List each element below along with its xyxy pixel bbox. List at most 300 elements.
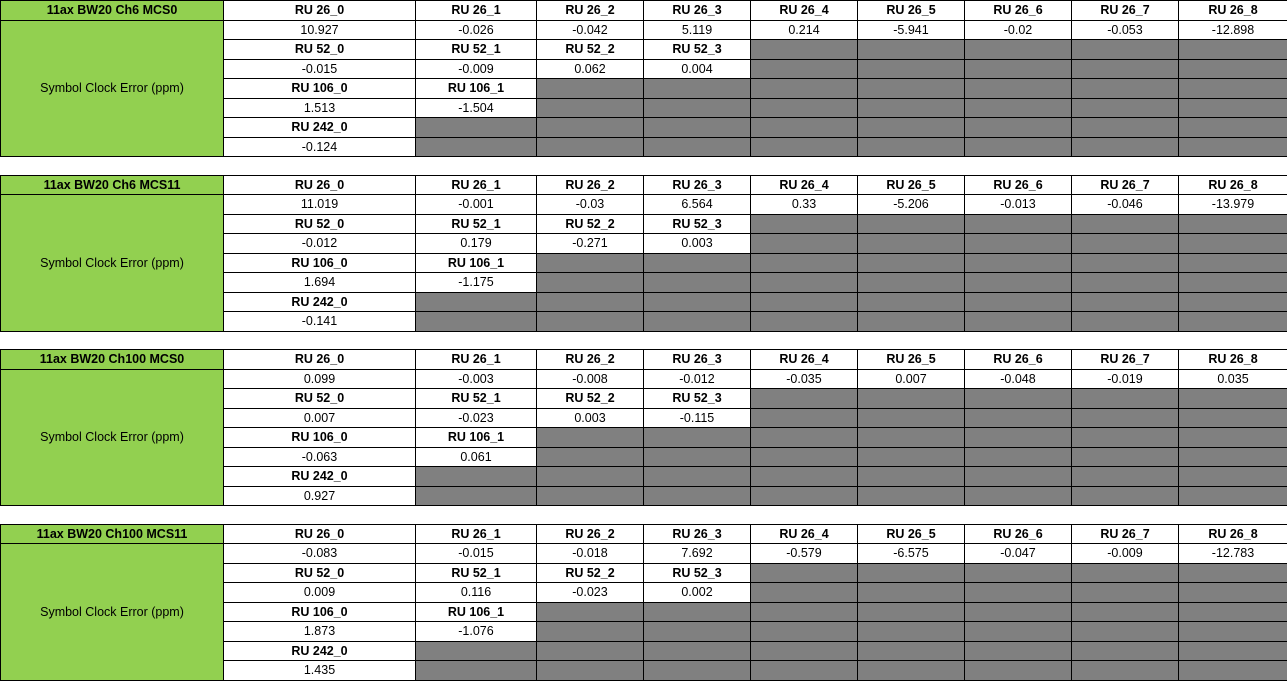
value-cell[interactable]: -1.076 xyxy=(416,622,537,642)
empty-cell[interactable] xyxy=(1179,214,1287,234)
ru-header-cell[interactable]: RU 52_3 xyxy=(644,214,751,234)
empty-cell[interactable] xyxy=(965,312,1072,332)
ru-header-cell[interactable]: RU 106_1 xyxy=(416,602,537,622)
empty-cell[interactable] xyxy=(751,486,858,506)
table-title[interactable]: 11ax BW20 Ch100 MCS11 xyxy=(1,524,224,544)
empty-cell[interactable] xyxy=(537,98,644,118)
value-cell[interactable]: -0.001 xyxy=(416,195,537,215)
empty-cell[interactable] xyxy=(858,98,965,118)
empty-cell[interactable] xyxy=(416,292,537,312)
empty-cell[interactable] xyxy=(751,447,858,467)
value-cell[interactable]: 0.061 xyxy=(416,447,537,467)
value-cell[interactable]: -0.023 xyxy=(416,408,537,428)
empty-cell[interactable] xyxy=(644,486,751,506)
value-cell[interactable]: 0.004 xyxy=(644,59,751,79)
value-cell[interactable]: 0.007 xyxy=(224,408,416,428)
ru-header-cell[interactable]: RU 106_1 xyxy=(416,253,537,273)
ru-header-cell[interactable]: RU 26_3 xyxy=(644,524,751,544)
ru-header-cell[interactable]: RU 52_1 xyxy=(416,563,537,583)
empty-cell[interactable] xyxy=(965,563,1072,583)
empty-cell[interactable] xyxy=(965,641,1072,661)
empty-cell[interactable] xyxy=(644,602,751,622)
empty-cell[interactable] xyxy=(858,447,965,467)
value-cell[interactable]: -1.504 xyxy=(416,98,537,118)
empty-cell[interactable] xyxy=(965,486,1072,506)
ru-header-cell[interactable]: RU 26_1 xyxy=(416,175,537,195)
empty-cell[interactable] xyxy=(416,641,537,661)
value-cell[interactable]: -0.015 xyxy=(224,59,416,79)
table-title[interactable]: 11ax BW20 Ch100 MCS0 xyxy=(1,350,224,370)
value-cell[interactable]: -12.783 xyxy=(1179,544,1287,564)
empty-cell[interactable] xyxy=(858,563,965,583)
empty-cell[interactable] xyxy=(1072,408,1179,428)
value-cell[interactable]: -0.023 xyxy=(537,583,644,603)
empty-cell[interactable] xyxy=(537,137,644,157)
empty-cell[interactable] xyxy=(1072,622,1179,642)
empty-cell[interactable] xyxy=(1072,137,1179,157)
empty-cell[interactable] xyxy=(858,602,965,622)
ru-header-cell[interactable]: RU 26_7 xyxy=(1072,350,1179,370)
empty-cell[interactable] xyxy=(1179,292,1287,312)
ru-header-cell[interactable]: RU 242_0 xyxy=(224,292,416,312)
empty-cell[interactable] xyxy=(965,40,1072,60)
value-cell[interactable]: -0.083 xyxy=(224,544,416,564)
empty-cell[interactable] xyxy=(965,292,1072,312)
empty-cell[interactable] xyxy=(751,563,858,583)
empty-cell[interactable] xyxy=(537,622,644,642)
ru-header-cell[interactable]: RU 26_1 xyxy=(416,1,537,21)
table-header-row xyxy=(1,524,1287,544)
ru-header-cell[interactable]: RU 26_4 xyxy=(751,524,858,544)
ru-header-cell[interactable]: RU 52_0 xyxy=(224,214,416,234)
empty-cell[interactable] xyxy=(858,467,965,487)
ru-header-cell[interactable]: RU 26_5 xyxy=(858,524,965,544)
empty-cell[interactable] xyxy=(858,79,965,99)
value-cell[interactable]: 0.179 xyxy=(416,234,537,254)
empty-cell[interactable] xyxy=(965,467,1072,487)
ru-header-cell[interactable]: RU 106_0 xyxy=(224,79,416,99)
ru-header-cell[interactable]: RU 26_8 xyxy=(1179,175,1287,195)
ru-header-cell[interactable]: RU 26_6 xyxy=(965,1,1072,21)
ru-header-cell[interactable]: RU 26_5 xyxy=(858,1,965,21)
empty-cell[interactable] xyxy=(537,467,644,487)
empty-cell[interactable] xyxy=(644,253,751,273)
empty-cell[interactable] xyxy=(1072,253,1179,273)
metric-label[interactable]: Symbol Clock Error (ppm) xyxy=(1,20,224,157)
value-cell[interactable]: -1.175 xyxy=(416,273,537,293)
ru-header-cell[interactable]: RU 52_3 xyxy=(644,389,751,409)
ru-header-cell[interactable]: RU 52_1 xyxy=(416,389,537,409)
ru-header-cell[interactable]: RU 26_4 xyxy=(751,175,858,195)
empty-cell[interactable] xyxy=(1179,234,1287,254)
empty-cell[interactable] xyxy=(644,137,751,157)
value-cell[interactable]: -0.02 xyxy=(965,20,1072,40)
empty-cell[interactable] xyxy=(858,40,965,60)
empty-cell[interactable] xyxy=(751,467,858,487)
empty-cell[interactable] xyxy=(1072,79,1179,99)
empty-cell[interactable] xyxy=(644,428,751,448)
value-cell[interactable]: -5.206 xyxy=(858,195,965,215)
value-cell[interactable]: -0.026 xyxy=(416,20,537,40)
empty-cell[interactable] xyxy=(751,273,858,293)
empty-cell[interactable] xyxy=(751,583,858,603)
empty-cell[interactable] xyxy=(1072,486,1179,506)
empty-cell[interactable] xyxy=(858,389,965,409)
empty-cell[interactable] xyxy=(644,661,751,681)
empty-cell[interactable] xyxy=(1179,253,1287,273)
empty-cell[interactable] xyxy=(751,214,858,234)
empty-cell[interactable] xyxy=(1179,118,1287,138)
metric-label[interactable]: Symbol Clock Error (ppm) xyxy=(1,195,224,332)
ru-header-cell[interactable]: RU 52_2 xyxy=(537,40,644,60)
empty-cell[interactable] xyxy=(965,408,1072,428)
empty-cell[interactable] xyxy=(1179,137,1287,157)
empty-cell[interactable] xyxy=(965,447,1072,467)
ru-header-cell[interactable]: RU 106_0 xyxy=(224,602,416,622)
empty-cell[interactable] xyxy=(537,486,644,506)
empty-cell[interactable] xyxy=(751,40,858,60)
empty-cell[interactable] xyxy=(858,59,965,79)
empty-cell[interactable] xyxy=(751,118,858,138)
ru-header-cell[interactable]: RU 26_6 xyxy=(965,524,1072,544)
ru-header-cell[interactable]: RU 52_1 xyxy=(416,214,537,234)
empty-cell[interactable] xyxy=(965,602,1072,622)
ru-header-cell[interactable]: RU 26_0 xyxy=(224,1,416,21)
empty-cell[interactable] xyxy=(416,118,537,138)
ru-header-cell[interactable]: RU 26_6 xyxy=(965,175,1072,195)
ru-header-cell[interactable]: RU 26_7 xyxy=(1072,524,1179,544)
table-title[interactable]: 11ax BW20 Ch6 MCS11 xyxy=(1,175,224,195)
ru-header-cell[interactable]: RU 26_2 xyxy=(537,524,644,544)
value-cell[interactable]: -0.115 xyxy=(644,408,751,428)
empty-cell[interactable] xyxy=(1072,118,1179,138)
empty-cell[interactable] xyxy=(1072,214,1179,234)
empty-cell[interactable] xyxy=(1179,661,1287,681)
empty-cell[interactable] xyxy=(537,602,644,622)
ru-header-cell[interactable]: RU 52_2 xyxy=(537,214,644,234)
empty-cell[interactable] xyxy=(416,661,537,681)
empty-cell[interactable] xyxy=(1072,661,1179,681)
empty-cell[interactable] xyxy=(858,486,965,506)
value-cell[interactable]: 0.035 xyxy=(1179,369,1287,389)
ru-header-cell[interactable]: RU 52_3 xyxy=(644,40,751,60)
value-cell[interactable]: 0.33 xyxy=(751,195,858,215)
empty-cell[interactable] xyxy=(1072,59,1179,79)
value-cell[interactable]: 1.694 xyxy=(224,273,416,293)
empty-cell[interactable] xyxy=(1179,602,1287,622)
empty-cell[interactable] xyxy=(1179,447,1287,467)
empty-cell[interactable] xyxy=(965,98,1072,118)
ru-header-cell[interactable]: RU 26_1 xyxy=(416,350,537,370)
value-cell[interactable]: 0.003 xyxy=(644,234,751,254)
empty-cell[interactable] xyxy=(751,602,858,622)
value-cell[interactable]: 0.009 xyxy=(224,583,416,603)
empty-cell[interactable] xyxy=(1072,40,1179,60)
value-cell[interactable]: -0.008 xyxy=(537,369,644,389)
ru-header-cell[interactable]: RU 52_2 xyxy=(537,389,644,409)
value-cell[interactable]: 0.099 xyxy=(224,369,416,389)
value-cell[interactable]: -0.042 xyxy=(537,20,644,40)
ru-header-cell[interactable]: RU 26_0 xyxy=(224,175,416,195)
table-title[interactable]: 11ax BW20 Ch6 MCS0 xyxy=(1,1,224,21)
value-cell[interactable]: -0.012 xyxy=(224,234,416,254)
ru-header-cell[interactable]: RU 26_0 xyxy=(224,350,416,370)
empty-cell[interactable] xyxy=(1179,486,1287,506)
empty-cell[interactable] xyxy=(858,312,965,332)
empty-cell[interactable] xyxy=(1072,447,1179,467)
value-cell[interactable]: 0.007 xyxy=(858,369,965,389)
empty-cell[interactable] xyxy=(751,234,858,254)
empty-cell[interactable] xyxy=(858,622,965,642)
empty-cell[interactable] xyxy=(751,312,858,332)
value-cell[interactable]: -0.019 xyxy=(1072,369,1179,389)
value-cell[interactable]: -0.03 xyxy=(537,195,644,215)
value-cell[interactable]: -0.047 xyxy=(965,544,1072,564)
value-cell[interactable]: 0.062 xyxy=(537,59,644,79)
ru-header-cell[interactable]: RU 26_7 xyxy=(1072,1,1179,21)
value-cell[interactable]: 1.513 xyxy=(224,98,416,118)
empty-cell[interactable] xyxy=(858,661,965,681)
empty-cell[interactable] xyxy=(965,389,1072,409)
empty-cell[interactable] xyxy=(644,641,751,661)
ru-header-cell[interactable]: RU 106_0 xyxy=(224,428,416,448)
ru-header-cell[interactable]: RU 242_0 xyxy=(224,467,416,487)
value-cell[interactable]: -0.018 xyxy=(537,544,644,564)
value-cell[interactable]: -0.009 xyxy=(416,59,537,79)
empty-cell[interactable] xyxy=(537,292,644,312)
value-cell[interactable]: -13.979 xyxy=(1179,195,1287,215)
empty-cell[interactable] xyxy=(416,137,537,157)
empty-cell[interactable] xyxy=(751,79,858,99)
ru-header-cell[interactable]: RU 26_3 xyxy=(644,350,751,370)
metric-label[interactable]: Symbol Clock Error (ppm) xyxy=(1,544,224,681)
ru-header-cell[interactable]: RU 26_7 xyxy=(1072,175,1179,195)
empty-cell[interactable] xyxy=(751,641,858,661)
empty-cell[interactable] xyxy=(1072,467,1179,487)
value-cell[interactable]: -0.579 xyxy=(751,544,858,564)
empty-cell[interactable] xyxy=(858,118,965,138)
value-cell[interactable]: 10.927 xyxy=(224,20,416,40)
value-cell[interactable]: -0.003 xyxy=(416,369,537,389)
ru-header-cell[interactable]: RU 26_8 xyxy=(1179,1,1287,21)
value-cell[interactable]: 0.002 xyxy=(644,583,751,603)
metric-label[interactable]: Symbol Clock Error (ppm) xyxy=(1,369,224,506)
empty-cell[interactable] xyxy=(751,661,858,681)
ru-header-cell[interactable]: RU 26_8 xyxy=(1179,524,1287,544)
empty-cell[interactable] xyxy=(858,214,965,234)
ru-header-cell[interactable]: RU 52_0 xyxy=(224,40,416,60)
value-cell[interactable]: 0.116 xyxy=(416,583,537,603)
value-cell[interactable]: 0.214 xyxy=(751,20,858,40)
empty-cell[interactable] xyxy=(1072,292,1179,312)
empty-cell[interactable] xyxy=(965,137,1072,157)
empty-cell[interactable] xyxy=(965,253,1072,273)
ru-header-cell[interactable]: RU 26_3 xyxy=(644,1,751,21)
empty-cell[interactable] xyxy=(537,661,644,681)
measurement-table xyxy=(0,0,1287,157)
empty-cell[interactable] xyxy=(1179,467,1287,487)
ru-header-cell[interactable]: RU 26_6 xyxy=(965,350,1072,370)
empty-cell[interactable] xyxy=(751,253,858,273)
empty-cell[interactable] xyxy=(644,467,751,487)
empty-cell[interactable] xyxy=(1072,563,1179,583)
value-cell[interactable]: -0.048 xyxy=(965,369,1072,389)
empty-cell[interactable] xyxy=(644,98,751,118)
empty-cell[interactable] xyxy=(965,273,1072,293)
empty-cell[interactable] xyxy=(1072,428,1179,448)
empty-cell[interactable] xyxy=(416,486,537,506)
empty-cell[interactable] xyxy=(858,428,965,448)
empty-cell[interactable] xyxy=(1072,602,1179,622)
empty-cell[interactable] xyxy=(537,428,644,448)
empty-cell[interactable] xyxy=(1179,98,1287,118)
ru-header-cell[interactable]: RU 26_4 xyxy=(751,1,858,21)
empty-cell[interactable] xyxy=(1179,408,1287,428)
empty-cell[interactable] xyxy=(1179,40,1287,60)
empty-cell[interactable] xyxy=(537,273,644,293)
empty-cell[interactable] xyxy=(751,622,858,642)
ru-header-cell[interactable]: RU 26_5 xyxy=(858,175,965,195)
empty-cell[interactable] xyxy=(1179,389,1287,409)
ru-header-cell[interactable]: RU 26_4 xyxy=(751,350,858,370)
value-cell[interactable]: -5.941 xyxy=(858,20,965,40)
value-cell[interactable]: 5.119 xyxy=(644,20,751,40)
table-header-row xyxy=(1,175,1287,195)
empty-cell[interactable] xyxy=(858,408,965,428)
empty-cell[interactable] xyxy=(965,661,1072,681)
value-cell[interactable]: -6.575 xyxy=(858,544,965,564)
ru-header-cell[interactable]: RU 26_2 xyxy=(537,1,644,21)
ru-header-cell[interactable]: RU 242_0 xyxy=(224,118,416,138)
value-cell[interactable]: -0.013 xyxy=(965,195,1072,215)
empty-cell[interactable] xyxy=(416,467,537,487)
ru-header-cell[interactable]: RU 52_3 xyxy=(644,563,751,583)
value-cell[interactable]: 1.873 xyxy=(224,622,416,642)
value-cell[interactable]: 11.019 xyxy=(224,195,416,215)
empty-cell[interactable] xyxy=(858,253,965,273)
ru-header-cell[interactable]: RU 242_0 xyxy=(224,641,416,661)
empty-cell[interactable] xyxy=(1179,622,1287,642)
value-cell[interactable]: 0.003 xyxy=(537,408,644,428)
empty-cell[interactable] xyxy=(537,641,644,661)
empty-cell[interactable] xyxy=(858,583,965,603)
empty-cell[interactable] xyxy=(1072,312,1179,332)
ru-header-cell[interactable]: RU 52_0 xyxy=(224,563,416,583)
value-cell[interactable]: 6.564 xyxy=(644,195,751,215)
ru-header-cell[interactable]: RU 26_2 xyxy=(537,175,644,195)
value-cell[interactable]: 0.927 xyxy=(224,486,416,506)
empty-cell[interactable] xyxy=(1179,59,1287,79)
empty-cell[interactable] xyxy=(965,428,1072,448)
empty-cell[interactable] xyxy=(965,214,1072,234)
empty-cell[interactable] xyxy=(858,234,965,254)
empty-cell[interactable] xyxy=(965,118,1072,138)
ru-header-cell[interactable]: RU 26_1 xyxy=(416,524,537,544)
empty-cell[interactable] xyxy=(751,408,858,428)
ru-header-cell[interactable]: RU 106_0 xyxy=(224,253,416,273)
value-cell[interactable]: -0.063 xyxy=(224,447,416,467)
empty-cell[interactable] xyxy=(965,59,1072,79)
ru-header-cell[interactable]: RU 52_2 xyxy=(537,563,644,583)
ru-header-cell[interactable]: RU 26_0 xyxy=(224,524,416,544)
value-cell[interactable]: -0.015 xyxy=(416,544,537,564)
empty-cell[interactable] xyxy=(537,447,644,467)
empty-cell[interactable] xyxy=(537,79,644,99)
empty-cell[interactable] xyxy=(1179,273,1287,293)
measurement-table xyxy=(0,349,1287,506)
empty-cell[interactable] xyxy=(1179,428,1287,448)
empty-cell[interactable] xyxy=(751,292,858,312)
empty-cell[interactable] xyxy=(644,312,751,332)
value-cell[interactable]: -0.124 xyxy=(224,137,416,157)
empty-cell[interactable] xyxy=(1072,273,1179,293)
empty-cell[interactable] xyxy=(644,273,751,293)
ru-header-cell[interactable]: RU 26_5 xyxy=(858,350,965,370)
empty-cell[interactable] xyxy=(751,428,858,448)
empty-cell[interactable] xyxy=(1072,583,1179,603)
ru-header-cell[interactable]: RU 52_1 xyxy=(416,40,537,60)
empty-cell[interactable] xyxy=(751,137,858,157)
empty-cell[interactable] xyxy=(751,389,858,409)
value-cell[interactable]: -0.012 xyxy=(644,369,751,389)
empty-cell[interactable] xyxy=(1072,234,1179,254)
empty-cell[interactable] xyxy=(644,622,751,642)
empty-cell[interactable] xyxy=(416,312,537,332)
ru-header-cell[interactable]: RU 26_8 xyxy=(1179,350,1287,370)
empty-cell[interactable] xyxy=(1072,389,1179,409)
empty-cell[interactable] xyxy=(858,641,965,661)
empty-cell[interactable] xyxy=(644,79,751,99)
empty-cell[interactable] xyxy=(751,59,858,79)
empty-cell[interactable] xyxy=(858,137,965,157)
empty-cell[interactable] xyxy=(1179,583,1287,603)
empty-cell[interactable] xyxy=(1179,641,1287,661)
ru-header-cell[interactable]: RU 26_2 xyxy=(537,350,644,370)
empty-cell[interactable] xyxy=(858,292,965,312)
value-cell[interactable]: 7.692 xyxy=(644,544,751,564)
value-cell[interactable]: -0.046 xyxy=(1072,195,1179,215)
empty-cell[interactable] xyxy=(965,622,1072,642)
ru-header-cell[interactable]: RU 26_3 xyxy=(644,175,751,195)
empty-cell[interactable] xyxy=(751,98,858,118)
value-cell[interactable]: -0.009 xyxy=(1072,544,1179,564)
empty-cell[interactable] xyxy=(965,234,1072,254)
empty-cell[interactable] xyxy=(965,583,1072,603)
ru-header-cell[interactable]: RU 52_0 xyxy=(224,389,416,409)
empty-cell[interactable] xyxy=(1179,79,1287,99)
empty-cell[interactable] xyxy=(1072,98,1179,118)
empty-cell[interactable] xyxy=(1179,312,1287,332)
ru-header-cell[interactable]: RU 106_1 xyxy=(416,79,537,99)
empty-cell[interactable] xyxy=(858,273,965,293)
empty-cell[interactable] xyxy=(644,447,751,467)
value-cell[interactable]: 1.435 xyxy=(224,661,416,681)
ru-header-cell[interactable]: RU 106_1 xyxy=(416,428,537,448)
value-cell[interactable]: -0.141 xyxy=(224,312,416,332)
empty-cell[interactable] xyxy=(965,79,1072,99)
value-cell[interactable]: -12.898 xyxy=(1179,20,1287,40)
empty-cell[interactable] xyxy=(1179,563,1287,583)
value-cell[interactable]: -0.035 xyxy=(751,369,858,389)
value-cell[interactable]: -0.271 xyxy=(537,234,644,254)
empty-cell[interactable] xyxy=(537,253,644,273)
empty-cell[interactable] xyxy=(1072,641,1179,661)
empty-cell[interactable] xyxy=(644,292,751,312)
value-cell[interactable]: -0.053 xyxy=(1072,20,1179,40)
empty-cell[interactable] xyxy=(537,118,644,138)
empty-cell[interactable] xyxy=(644,118,751,138)
empty-cell[interactable] xyxy=(537,312,644,332)
